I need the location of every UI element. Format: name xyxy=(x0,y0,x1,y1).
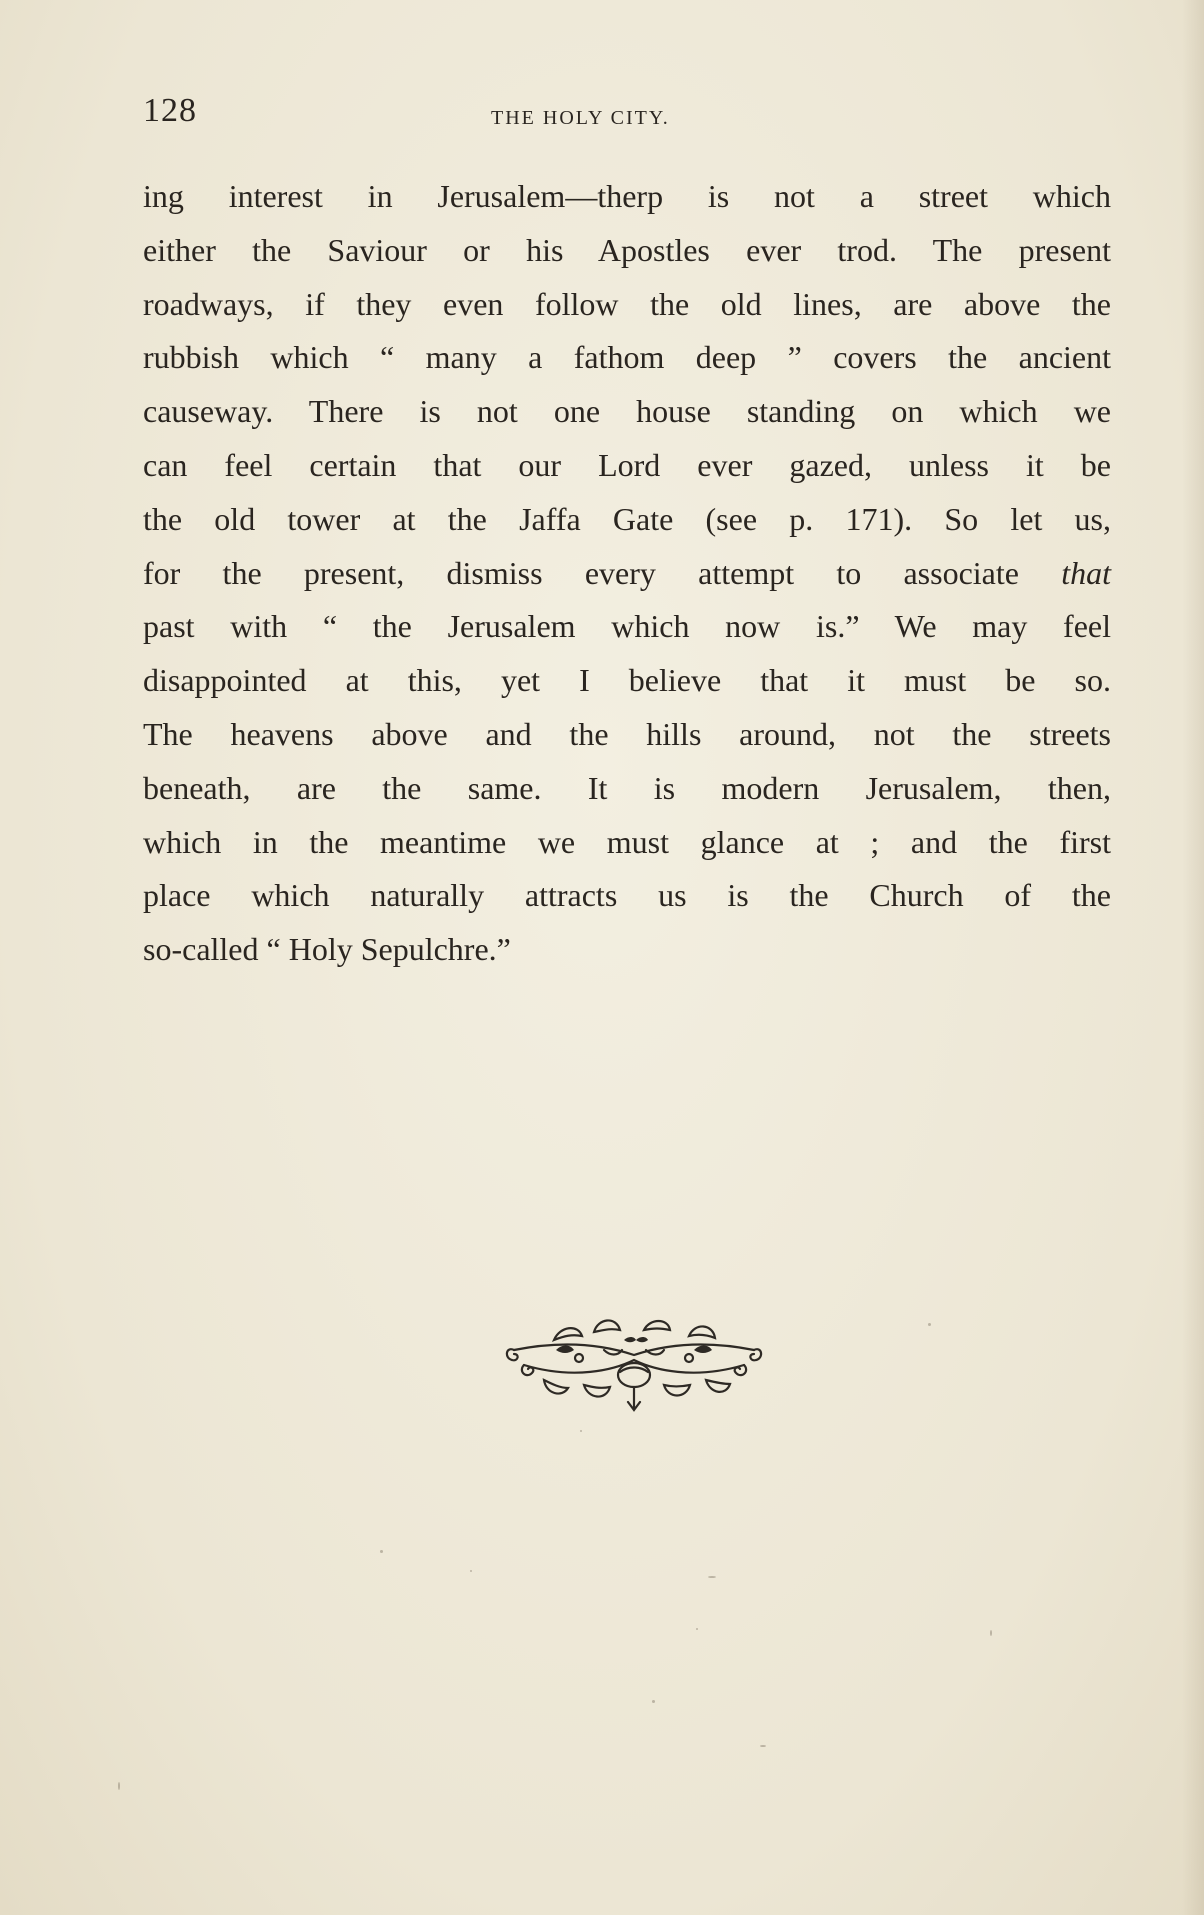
text-line: which in the meantime we must glance at ; and the first xyxy=(143,823,1111,860)
text-line: place which naturally attracts us is the Church of the xyxy=(143,877,1111,914)
text-line: beneath, are the same. It is modern Jerusalem, then, xyxy=(143,769,1111,806)
text-line: ing interest in Jerusalem—therp is not a street which xyxy=(143,178,1111,214)
text-line: so-called “ Holy Sepulchre.” xyxy=(143,931,511,968)
text-line-prefix: for the present, dismiss every attempt to associate xyxy=(143,554,1062,591)
text-line: causeway. There is not one house standing on which we xyxy=(143,393,1111,430)
italic-word: that xyxy=(1061,554,1111,591)
text-line: can feel certain that our Lord ever gazed, unless it be xyxy=(143,446,1111,483)
text-line: disappointed at this, yet I believe that it must be so. xyxy=(143,662,1111,699)
text-line: roadways, if they even follow the old lines, are above the xyxy=(143,285,1111,322)
text-line: the old tower at the Jaffa Gate (see p. 171). So let us, xyxy=(143,500,1111,537)
text-line: either the Saviour or his Apostles ever trod. The present xyxy=(143,231,1111,268)
floral-tailpiece-icon xyxy=(484,1310,784,1420)
running-head: THE HOLY CITY. xyxy=(491,107,670,129)
text-line: past with “ the Jerusalem which now is.” We may feel xyxy=(143,608,1111,645)
page-number: 128 xyxy=(143,92,197,129)
page-header xyxy=(143,92,1113,142)
body-paragraph xyxy=(143,170,1111,977)
text-line: The heavens above and the hills around, not the streets xyxy=(143,715,1111,752)
page-edge-shadow xyxy=(1182,0,1204,1915)
text-line: rubbish which “ many a fathom deep ” covers the ancient xyxy=(143,339,1111,376)
text-line-with-italic xyxy=(143,547,1111,601)
